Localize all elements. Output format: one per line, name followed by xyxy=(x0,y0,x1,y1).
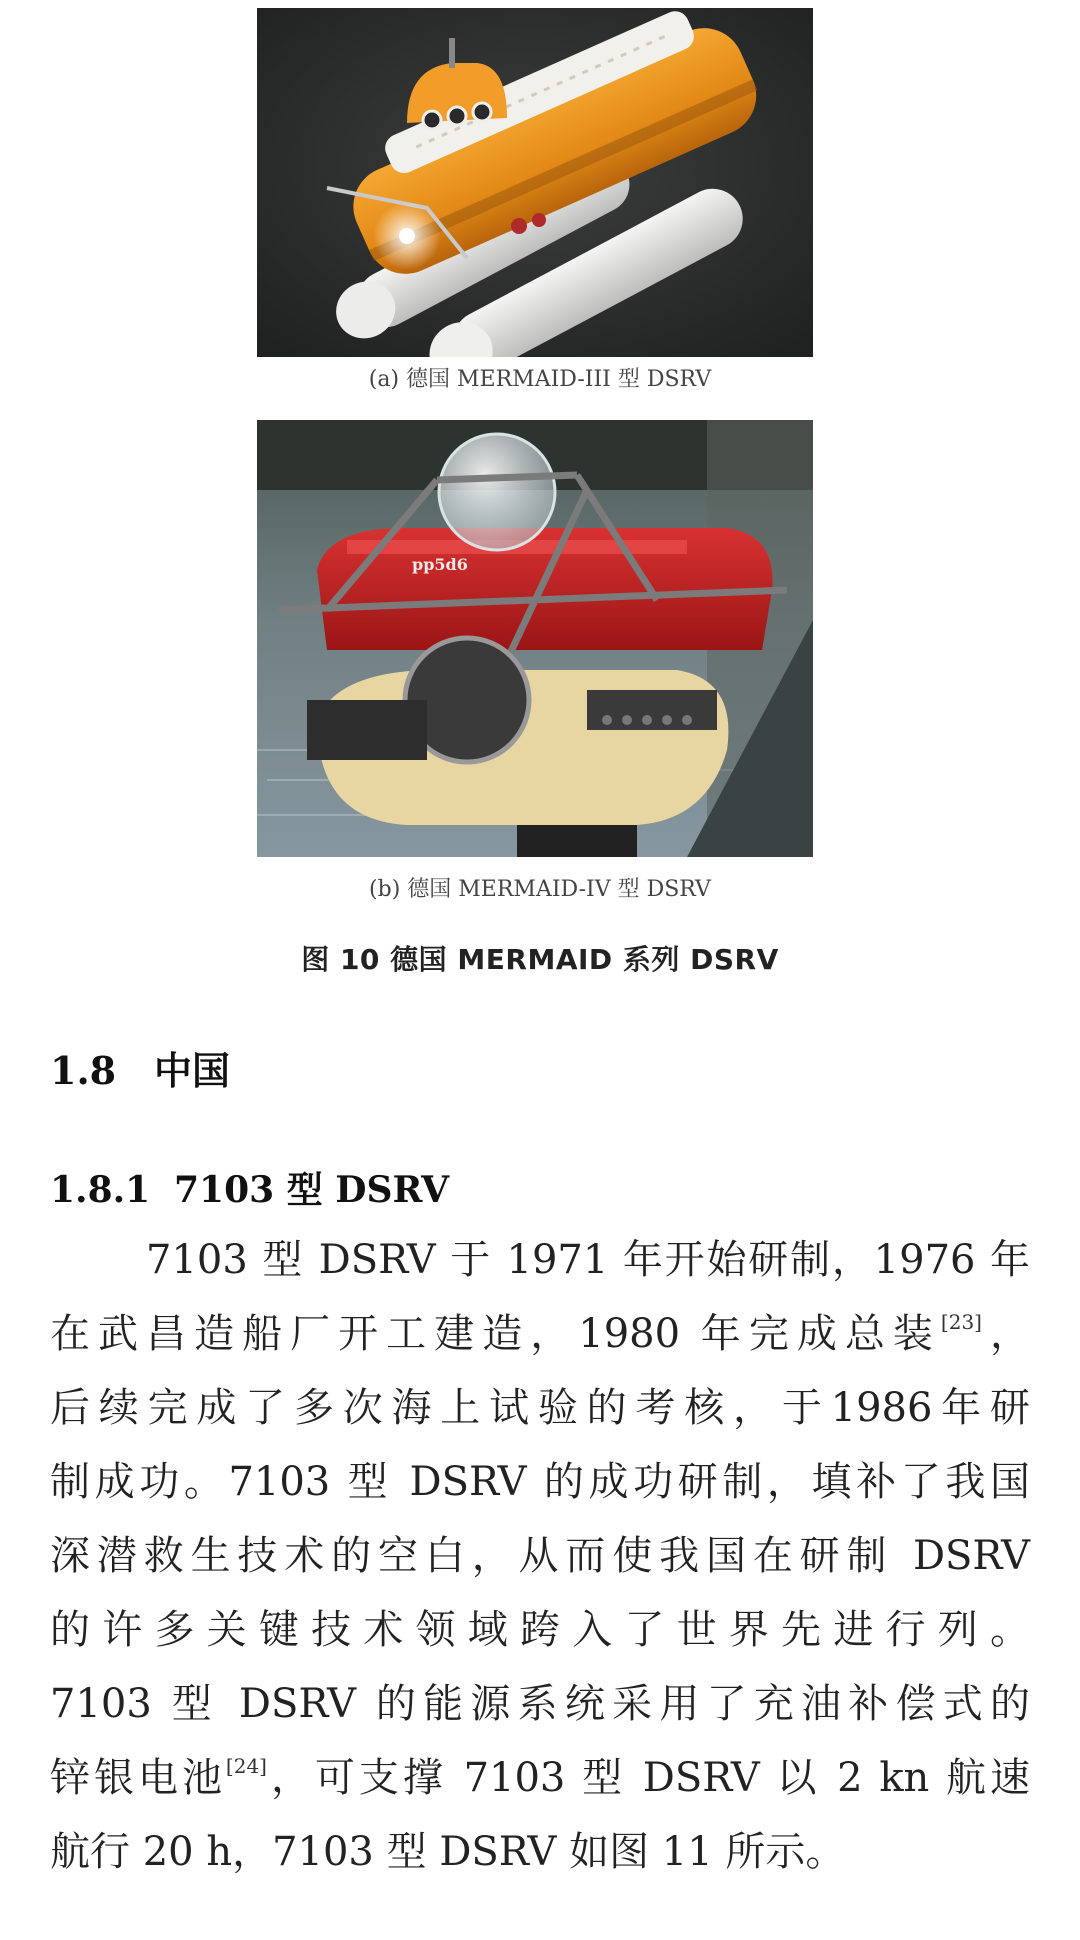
citation-ref: [24] xyxy=(225,1754,267,1778)
subcaption-a: (a) 德国 MERMAID-III 型 DSRV xyxy=(368,367,712,392)
figure-caption: 图 10 德国 MERMAID 系列 DSRV xyxy=(301,943,779,976)
citation-ref: [23] xyxy=(940,1310,982,1334)
paragraph-line: 的许多关键技术领域跨入了世界先进行列。 xyxy=(50,1607,1030,1653)
paragraph-line: 7103 型 DSRV 的能源系统采用了充油补偿式的 xyxy=(50,1681,1030,1727)
section-number: 1.8 xyxy=(50,1048,117,1093)
photo-mermaid-iv xyxy=(257,420,813,857)
subsection-number: 1.8.1 xyxy=(50,1169,151,1211)
section-title: 中国 xyxy=(154,1048,231,1093)
subsection-heading xyxy=(50,1162,449,1213)
paragraph-line: 在武昌造船厂开工建造，1980 年完成总装[23]， xyxy=(50,1310,1031,1357)
paragraph-line: 深潜救生技术的空白，从而使我国在研制 DSRV xyxy=(50,1533,1030,1579)
subcaption-b: (b) 德国 MERMAID-IV 型 DSRV xyxy=(369,877,711,902)
paragraph-line: 航行 20 h，7103 型 DSRV 如图 11 所示。 xyxy=(50,1829,846,1875)
paragraph-line: 7103 型 DSRV 于 1971 年开始研制，1976 年 xyxy=(146,1237,1030,1283)
paragraph-line: 制成功。7103 型 DSRV 的成功研制，填补了我国 xyxy=(50,1459,1030,1505)
paragraph-line: 锌银电池[24]，可支撑 7103 型 DSRV 以 2 kn 航速 xyxy=(50,1754,1030,1801)
photo-mermaid-iii xyxy=(257,8,813,357)
subsection-title: 7103 型 DSRV xyxy=(174,1169,450,1211)
hull-marking: pp5d6 xyxy=(412,555,468,574)
paragraph-line: 后续完成了多次海上试验的考核，于1986年研 xyxy=(50,1385,1030,1431)
section-heading xyxy=(50,1040,230,1095)
